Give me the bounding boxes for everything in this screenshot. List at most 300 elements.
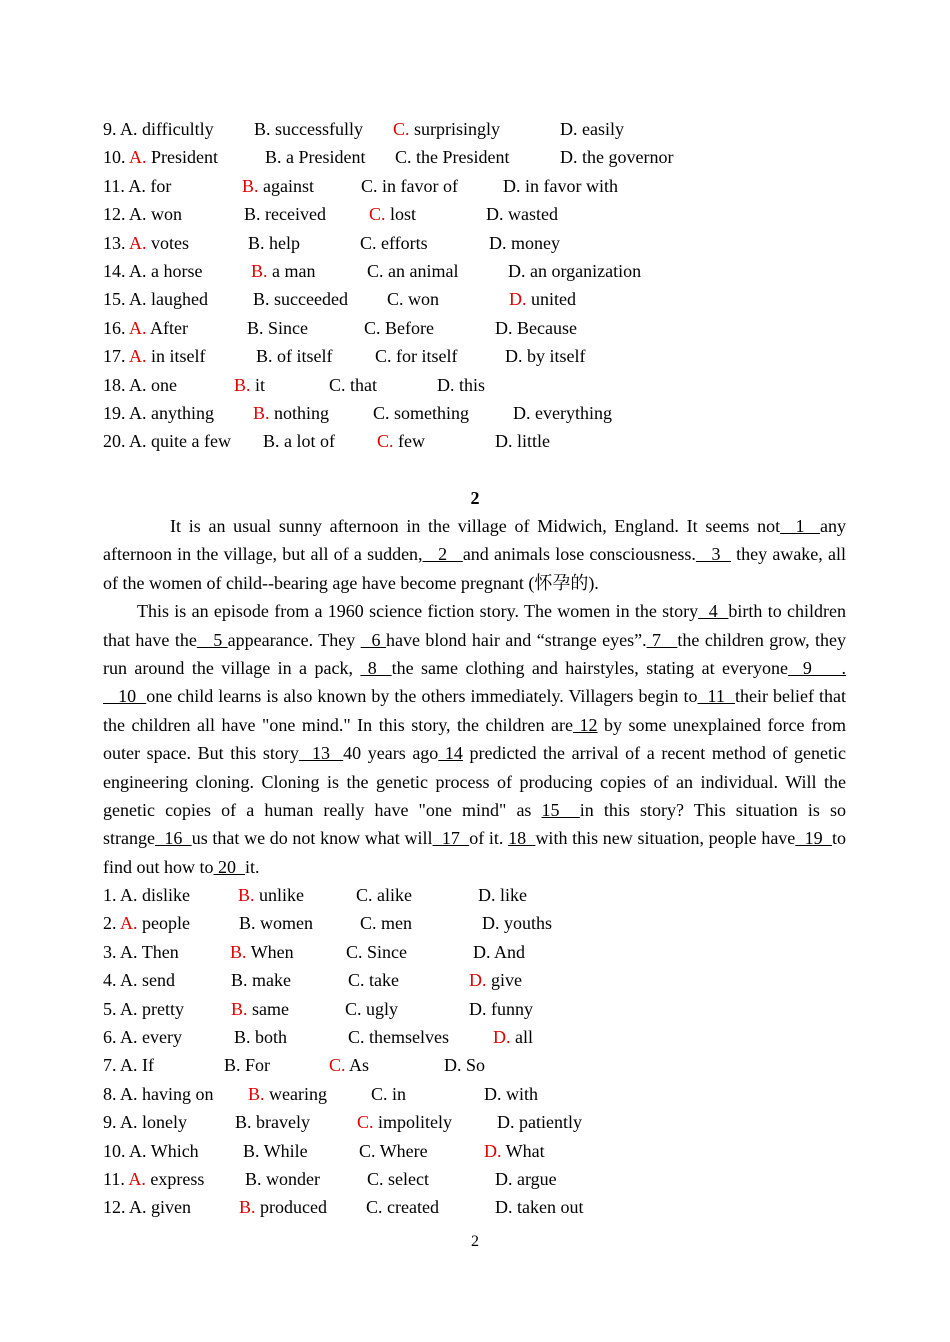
- option-text: unlike: [254, 885, 305, 905]
- option-letter: D.: [497, 1112, 519, 1133]
- passage-text: and animals lose consciousness.: [462, 544, 696, 565]
- option-text: everything: [535, 403, 612, 423]
- option-text: wearing: [264, 1083, 327, 1104]
- option-b: [238, 881, 304, 909]
- option-text: youths: [504, 913, 553, 934]
- option-letter: C.: [375, 346, 397, 367]
- option-c: [387, 285, 439, 313]
- option-text: the governor: [582, 147, 674, 168]
- option-a: [103, 881, 190, 909]
- option-b: [242, 172, 314, 200]
- option-text: wasted: [508, 204, 558, 225]
- option-text: wonder: [266, 1169, 320, 1189]
- passage-text: they awake, all of the women of child--bearing age have become pregnant (怀孕的).: [103, 544, 846, 593]
- option-letter: C.: [348, 970, 370, 991]
- option-text: take: [369, 970, 399, 991]
- option-letter: B.: [265, 147, 287, 168]
- option-b: [231, 966, 291, 994]
- option-letter: B.: [254, 119, 276, 139]
- option-text: in favor with: [525, 175, 618, 196]
- option-text: nothing: [269, 403, 330, 423]
- option-text: little: [517, 431, 550, 452]
- option-text: taken out: [517, 1197, 584, 1218]
- option-a: [103, 1137, 199, 1165]
- option-d: [505, 342, 586, 370]
- option-text: Before: [385, 317, 434, 338]
- option-text: given: [151, 1197, 192, 1218]
- option-text: a horse: [151, 261, 203, 281]
- question-number: 7.: [103, 1055, 121, 1076]
- option-d: [509, 285, 576, 313]
- option-d: [495, 1193, 583, 1221]
- option-letter: D.: [495, 317, 517, 338]
- option-text: received: [265, 204, 326, 225]
- option-letter: A.: [120, 913, 138, 934]
- option-c: [377, 427, 425, 455]
- option-c: [360, 909, 412, 937]
- option-text: When: [246, 941, 294, 962]
- option-letter: C.: [359, 1140, 380, 1161]
- option-b: [230, 938, 294, 966]
- option-letter: C.: [373, 403, 395, 423]
- passage-text: This is an episode from a 1960 science fiction story. The women in the story: [137, 601, 699, 622]
- question-number: 13.: [103, 232, 130, 253]
- option-text: a man: [267, 261, 316, 281]
- option-text: won: [408, 289, 440, 310]
- option-a: [103, 143, 218, 171]
- option-letter: D.: [478, 885, 500, 905]
- option-text: While: [263, 1140, 308, 1161]
- option-letter: A.: [120, 1083, 143, 1104]
- option-c: [367, 257, 459, 285]
- option-letter: A.: [129, 346, 147, 367]
- option-b: [263, 427, 335, 455]
- option-c: [393, 115, 500, 143]
- option-a: [103, 1193, 191, 1221]
- cloze-blank: 13: [298, 743, 344, 764]
- option-d: [503, 172, 618, 200]
- question-number: 17.: [103, 346, 130, 367]
- option-d: [478, 881, 527, 909]
- option-letter: D.: [469, 998, 491, 1019]
- option-d: [495, 427, 550, 455]
- option-letter: A.: [129, 1197, 152, 1218]
- option-letter: D.: [486, 204, 508, 225]
- option-text: help: [269, 232, 301, 253]
- option-letter: A.: [129, 317, 147, 338]
- option-letter: B.: [251, 261, 268, 281]
- passage-text: it.: [245, 856, 260, 877]
- option-text: having on: [142, 1083, 214, 1104]
- passage-text: It is an usual sunny afternoon in the village of Midwich, England. It seems not: [170, 516, 781, 536]
- option-b: [253, 285, 348, 313]
- option-a: [103, 342, 206, 370]
- option-letter: B.: [244, 204, 266, 225]
- option-letter: C.: [393, 119, 410, 139]
- option-letter: C.: [377, 431, 394, 452]
- option-letter: A.: [120, 941, 142, 962]
- passage-text: to find out how to: [103, 828, 847, 877]
- option-text: successfully: [275, 119, 363, 139]
- option-letter: A.: [120, 998, 143, 1019]
- option-letter: B.: [248, 232, 270, 253]
- option-c: [356, 881, 412, 909]
- option-d: [495, 1165, 557, 1193]
- option-d: [437, 371, 485, 399]
- option-d: [497, 1108, 582, 1136]
- option-text: that: [350, 374, 378, 395]
- option-a: [103, 966, 175, 994]
- cloze-blank: 1: [780, 516, 821, 536]
- question-number: 1.: [103, 885, 121, 905]
- option-text: As: [345, 1055, 370, 1076]
- option-d: [469, 995, 533, 1023]
- option-letter: C.: [329, 1055, 346, 1076]
- option-c: [360, 229, 428, 257]
- option-c: [395, 143, 510, 171]
- option-b: [239, 909, 313, 937]
- option-text: both: [255, 1027, 288, 1047]
- option-letter: C.: [367, 1169, 389, 1189]
- option-c: [375, 342, 458, 370]
- option-a: [103, 909, 190, 937]
- option-letter: C.: [360, 913, 382, 934]
- cloze-blank: 19: [795, 828, 833, 849]
- option-letter: D.: [444, 1055, 466, 1076]
- option-text: President: [146, 147, 219, 168]
- option-text: men: [381, 913, 413, 934]
- option-text: anything: [151, 403, 215, 423]
- option-text: women: [260, 913, 314, 934]
- option-text: people: [137, 913, 190, 934]
- option-d: [489, 229, 560, 257]
- option-letter: C.: [366, 1197, 388, 1218]
- option-text: against: [258, 175, 315, 196]
- option-a: [103, 1051, 154, 1079]
- passage-text: their belief that the children all have "one mind." In this story, the children are: [103, 686, 847, 735]
- option-text: an organization: [530, 261, 642, 281]
- option-text: funny: [491, 998, 533, 1019]
- option-letter: C.: [361, 175, 383, 196]
- option-letter: B.: [231, 998, 248, 1019]
- option-letter: C.: [348, 1027, 370, 1047]
- option-text: it: [250, 374, 266, 395]
- option-a: [103, 172, 171, 200]
- cloze-blank: 20: [213, 856, 245, 877]
- option-letter: A.: [129, 1140, 151, 1161]
- option-letter: B.: [224, 1055, 246, 1076]
- option-text: all: [510, 1027, 533, 1047]
- option-letter: B.: [245, 1169, 267, 1189]
- option-b: [245, 1165, 320, 1193]
- option-text: And: [494, 941, 526, 962]
- option-b: [251, 257, 316, 285]
- option-a: [103, 938, 179, 966]
- question-number: 9.: [103, 1112, 121, 1133]
- passage-text: the children grow, they run around the village in a pack,: [103, 629, 847, 679]
- cloze-blank: 6: [360, 629, 386, 650]
- option-text: bravely: [256, 1112, 310, 1133]
- option-letter: A.: [129, 261, 152, 281]
- question-number: 14.: [103, 261, 130, 281]
- option-letter: C.: [356, 885, 378, 905]
- option-letter: A.: [129, 431, 152, 452]
- option-text: lost: [385, 204, 417, 225]
- option-text: surprisingly: [409, 119, 501, 139]
- option-text: What: [501, 1140, 545, 1161]
- option-c: [364, 314, 434, 342]
- option-letter: B.: [243, 1140, 264, 1161]
- cloze-blank: 9 .: [787, 658, 847, 679]
- option-letter: B.: [239, 913, 261, 934]
- option-c: [359, 1137, 428, 1165]
- option-letter: D.: [484, 1140, 502, 1161]
- question-number: 16.: [103, 317, 130, 338]
- option-text: like: [500, 885, 527, 905]
- page-number: 2: [471, 1233, 479, 1250]
- option-d: [560, 143, 673, 171]
- option-letter: C.: [367, 261, 389, 281]
- option-a: [103, 371, 177, 399]
- option-letter: C.: [364, 317, 386, 338]
- question-number: 15.: [103, 289, 130, 310]
- passage-text: have blond hair and “strange eyes”.: [385, 629, 647, 650]
- option-letter: D.: [560, 147, 582, 168]
- option-letter: B.: [253, 289, 275, 310]
- option-letter: A.: [120, 1027, 143, 1047]
- option-text: argue: [517, 1169, 557, 1189]
- option-letter: C.: [387, 289, 409, 310]
- option-letter: D.: [495, 1197, 517, 1218]
- option-letter: D.: [503, 175, 525, 196]
- option-text: lonely: [142, 1112, 188, 1133]
- option-text: won: [151, 204, 183, 225]
- option-text: send: [142, 970, 176, 991]
- option-letter: D.: [508, 261, 530, 281]
- option-text: a President: [286, 147, 366, 168]
- question-number: 5.: [103, 998, 121, 1019]
- option-b: [265, 143, 366, 171]
- option-c: [357, 1108, 452, 1136]
- option-b: [254, 115, 363, 143]
- question-number: 19.: [103, 403, 130, 423]
- option-letter: D.: [495, 1169, 517, 1189]
- option-letter: D.: [560, 119, 582, 139]
- option-text: Since: [268, 317, 309, 338]
- option-letter: C.: [395, 147, 417, 168]
- option-letter: B.: [263, 431, 285, 452]
- option-text: the President: [416, 147, 510, 168]
- passage-text: 40 years ago: [343, 743, 439, 764]
- cloze-blank: 2: [422, 544, 463, 565]
- option-b: [256, 342, 333, 370]
- cloze-blank: 7: [646, 629, 678, 650]
- option-letter: B.: [231, 970, 253, 991]
- option-letter: A.: [129, 403, 152, 423]
- option-letter: D.: [493, 1027, 511, 1047]
- option-text: for: [150, 175, 172, 196]
- option-letter: B.: [253, 403, 270, 423]
- cloze-blank: 8: [360, 658, 392, 679]
- option-b: [247, 314, 308, 342]
- passage-text: with this new situation, people have: [535, 828, 796, 849]
- passage-text: by some unexplained force from outer space. But this story: [103, 714, 847, 764]
- option-b: [248, 229, 300, 257]
- option-b: [234, 1023, 287, 1051]
- option-d: [484, 1137, 545, 1165]
- option-text: dislike: [142, 885, 191, 905]
- option-letter: C.: [371, 1083, 393, 1104]
- question-number: 10.: [103, 147, 130, 168]
- option-text: For: [245, 1055, 271, 1076]
- option-text: in favor of: [382, 175, 458, 196]
- option-text: Because: [517, 317, 577, 338]
- option-b: [231, 995, 289, 1023]
- option-text: an animal: [388, 261, 459, 281]
- option-text: created: [387, 1197, 439, 1218]
- option-text: one: [151, 374, 178, 395]
- option-d: [495, 314, 577, 342]
- question-number: 8.: [103, 1083, 121, 1104]
- option-text: with: [506, 1083, 539, 1104]
- option-a: [103, 200, 182, 228]
- option-text: difficultly: [142, 119, 214, 139]
- option-b: [243, 1137, 308, 1165]
- option-text: this: [459, 374, 486, 395]
- option-letter: D.: [513, 403, 535, 423]
- option-d: [469, 966, 522, 994]
- option-text: money: [511, 232, 560, 253]
- cloze-blank: 3: [695, 544, 731, 565]
- option-a: [103, 1108, 187, 1136]
- cloze-blank: 12: [573, 714, 598, 735]
- option-letter: A.: [120, 885, 143, 905]
- option-b: [248, 1080, 327, 1108]
- option-text: efforts: [381, 232, 428, 253]
- passage-text: birth to children that have the: [103, 601, 846, 650]
- option-a: [103, 1165, 204, 1193]
- option-text: give: [486, 970, 522, 991]
- option-text: ugly: [366, 998, 399, 1019]
- option-c: [371, 1080, 406, 1108]
- question-number: 12.: [103, 1197, 130, 1218]
- option-d: [482, 909, 552, 937]
- passage-text: any afternoon in the village, but all of a sudden,: [103, 516, 847, 565]
- option-text: quite a few: [151, 431, 231, 452]
- cloze-blank: 18: [508, 828, 536, 849]
- option-d: [486, 200, 558, 228]
- option-letter: D.: [484, 1083, 506, 1104]
- option-text: produced: [255, 1197, 327, 1218]
- option-letter: A.: [128, 175, 151, 196]
- passage-text: of it.: [469, 828, 509, 849]
- option-c: [361, 172, 458, 200]
- option-letter: A.: [120, 970, 143, 991]
- option-letter: C.: [329, 374, 351, 395]
- option-letter: A.: [120, 119, 143, 139]
- option-c: [329, 371, 377, 399]
- passage-text: us that we do not know what will: [191, 828, 433, 849]
- question-number: 10.: [103, 1140, 130, 1161]
- cloze-blank: 10: [103, 686, 147, 707]
- option-letter: D.: [482, 913, 504, 934]
- option-a: [103, 115, 214, 143]
- option-letter: D.: [437, 374, 459, 395]
- option-c: [346, 938, 407, 966]
- option-letter: B.: [242, 175, 259, 196]
- option-letter: B.: [256, 346, 278, 367]
- option-letter: A.: [129, 374, 152, 395]
- option-letter: A.: [129, 289, 152, 310]
- option-text: So: [466, 1055, 486, 1076]
- option-text: impolitely: [373, 1112, 453, 1133]
- passage-text: in this story? This situation is so strange: [103, 800, 847, 849]
- option-letter: A.: [129, 232, 147, 253]
- option-a: [103, 1023, 182, 1051]
- option-text: themselves: [369, 1027, 449, 1047]
- cloze-blank: 11: [697, 686, 735, 707]
- question-number: 3.: [103, 941, 121, 962]
- option-text: for itself: [396, 346, 458, 367]
- question-number: 2.: [103, 913, 121, 934]
- option-letter: B.: [238, 885, 255, 905]
- option-c: [348, 966, 399, 994]
- option-text: If: [142, 1055, 155, 1076]
- passage-paragraph: [103, 597, 846, 881]
- passage-text: the same clothing and hairstyles, stating at everyone: [391, 658, 788, 679]
- option-a: [103, 285, 208, 313]
- option-text: in: [392, 1083, 407, 1104]
- option-a: [103, 314, 188, 342]
- option-letter: B.: [247, 317, 269, 338]
- option-b: [224, 1051, 270, 1079]
- option-text: laughed: [151, 289, 208, 310]
- option-d: [444, 1051, 485, 1079]
- option-text: Since: [367, 941, 408, 962]
- option-c: [345, 995, 398, 1023]
- option-letter: D.: [469, 970, 487, 991]
- cloze-blank: 16: [154, 828, 192, 849]
- option-text: a lot of: [284, 431, 336, 452]
- option-letter: C.: [345, 998, 367, 1019]
- passage-text: predicted the arrival of a recent method of genetic engineering cloning. Cloning is the genetic process of producing copies of an individual. Will the genetic copies of a human really have "one mind" as: [103, 743, 847, 821]
- option-d: [493, 1023, 533, 1051]
- option-letter: A.: [128, 1169, 146, 1189]
- option-letter: D.: [489, 232, 511, 253]
- option-b: [234, 371, 265, 399]
- section-title: 2: [470, 488, 480, 508]
- option-letter: C.: [360, 232, 382, 253]
- option-letter: D.: [495, 431, 517, 452]
- option-c: [348, 1023, 449, 1051]
- option-letter: A.: [120, 1112, 143, 1133]
- option-text: patiently: [519, 1112, 582, 1133]
- option-text: easily: [582, 119, 624, 139]
- option-letter: B.: [234, 374, 251, 395]
- option-text: make: [252, 970, 291, 991]
- option-b: [235, 1108, 310, 1136]
- cloze-blank: 5: [196, 629, 228, 650]
- passage-paragraph: [103, 512, 846, 597]
- option-letter: D.: [473, 941, 495, 962]
- option-d: [473, 938, 525, 966]
- option-letter: A.: [129, 204, 152, 225]
- option-text: every: [142, 1027, 182, 1047]
- question-number: 9.: [103, 119, 121, 139]
- cloze-blank: 4: [698, 601, 729, 622]
- passage-text: one child learns is also known by the others immediately. Villagers begin to: [146, 686, 698, 707]
- option-letter: B.: [248, 1083, 265, 1104]
